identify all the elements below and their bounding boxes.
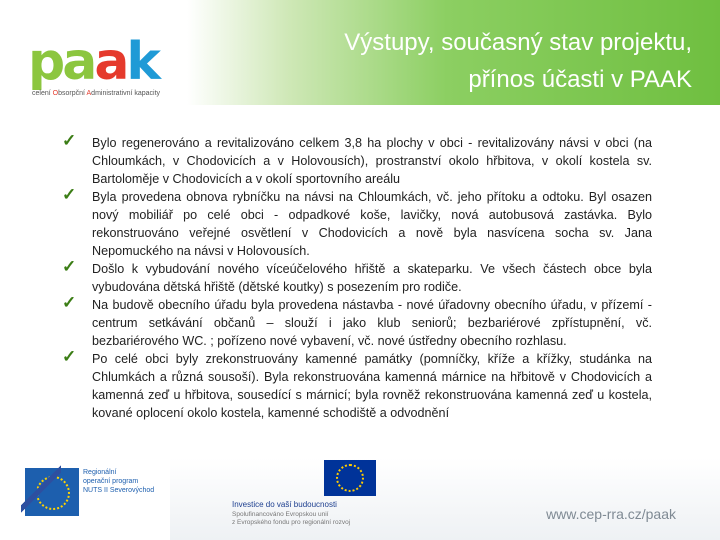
list-item — [62, 347, 652, 422]
checkmark-icon: ✓ — [62, 293, 77, 312]
footer — [0, 458, 720, 540]
list-item-text: Po celé obci byly zrekonstruovány kamenné památky (pomníčky, kříže a křížky, studánka na Chlumkách a různá sousoší). Byla rekonstruována kamenná márnice na hřbitově v Chodovicích a kamenná zeď u hřbitova, sousedící s márnicí; byla rovněž rekonstruována kamenná zeď u kostela, kované oplocení okolo kostela, kamenné schodiště a odvodnění — [92, 352, 652, 420]
list-item — [62, 257, 652, 296]
eu-fund-logo — [232, 460, 392, 530]
rop-nuts-logo — [25, 462, 165, 520]
website-url: www.cep-rra.cz/paak — [546, 506, 676, 522]
logo-stripe — [21, 462, 61, 520]
rop-logo-text: Regionální operační program NUTS II Severovýchod — [83, 469, 155, 494]
list-item-text: Došlo k vybudování nového víceúčelového hřiště a skateparku. Ve všech částech obce byla vybudována dětská hřiště (dětské koutky) s posezením pro rodiče. — [92, 262, 652, 294]
list-item-text: Na budově obecního úřadu byla provedena nástavba - nové úřadovny obecního úřadu, v přízemí - centrum setkávání občanů – slouží i jako klub seniorů; bezbariérové zpřístupnění, vč. bezbariérového WC. ; pořízeno nové vybavení, vč. nové ústředny obecního rozhlasu. — [92, 298, 652, 348]
list-item-text: Byla provedena obnova rybníčku na návsi na Chloumkách, vč. jeho přítoku a odtoku. Byl osazen nový mobiliář po celé obci - odpadkové koše, lavičky, nová autobusová zastávka. Bylo rekonstruováno veřejné osvětlení v Chodovicích a nově byla nasvícena socha sv. Jana Nepomuckého na návsi v Holovousích. — [92, 190, 652, 258]
list-item — [62, 293, 652, 350]
list-item — [62, 185, 652, 260]
slide-title — [344, 24, 692, 98]
list-item-text: Bylo regenerováno a revitalizováno celkem 3,8 ha plochy v obci - revitalizovány návsi v obci (na Chloumkách, v Chodovicích a v Holovousích), prostranství okolo hřbitova, v okolí kostela sv. Bartoloměje v Chodovicích a v okolí sportovního areálu — [92, 136, 652, 186]
eu-slogan: Investice do vaší budoucnosti — [232, 500, 337, 509]
checkmark-icon: ✓ — [62, 347, 77, 366]
logo-tagline: celení Obsorpční Administrativní kapacity — [32, 90, 161, 97]
checkmark-icon: ✓ — [62, 257, 77, 276]
checkmark-icon: ✓ — [62, 131, 77, 150]
bullet-list — [62, 131, 652, 422]
eu-cofinancing-text: Spolufinancováno Evropskou unií z Evropského fondu pro regionální rozvoj — [232, 511, 351, 526]
paak-logo — [20, 18, 220, 102]
list-item — [62, 131, 652, 188]
title-line-1: Výstupy, současný stav projektu, — [344, 29, 692, 56]
logo-wordmark: paak — [28, 32, 158, 92]
header-banner — [0, 0, 720, 105]
title-line-2: přínos účasti v PAAK — [468, 66, 692, 93]
eu-flag-icon — [324, 460, 376, 496]
checkmark-icon: ✓ — [62, 185, 77, 204]
